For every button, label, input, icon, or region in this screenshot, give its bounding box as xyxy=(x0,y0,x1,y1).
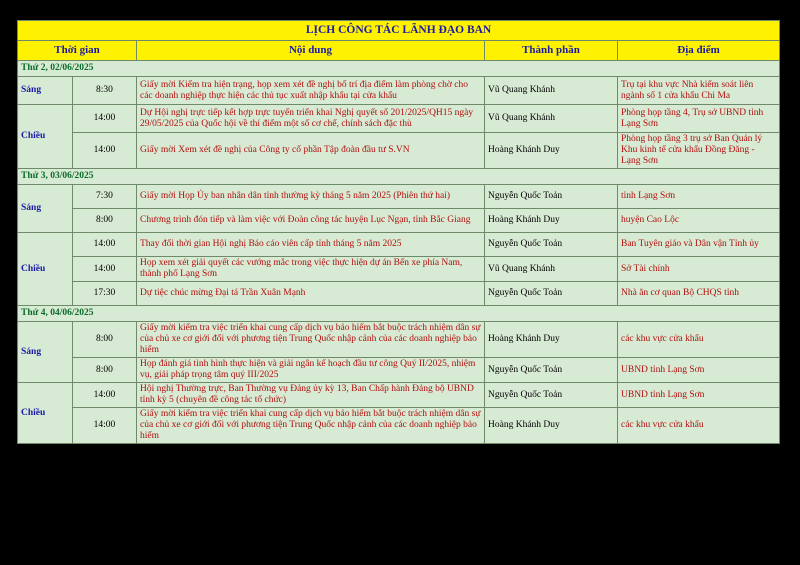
content-cell: Giấy mời Kiểm tra hiện trạng, họp xem xét đề nghị bố trí địa điểm làm phòng chờ cho các doanh nghiệp thực hiện các thủ tục xuất nhập khẩu tại cửa khẩu xyxy=(137,77,485,105)
session-label: Sáng xyxy=(18,322,73,383)
header-time: Thời gian xyxy=(18,41,137,61)
schedule-row xyxy=(18,209,780,233)
location-cell: UBND tỉnh Lạng Sơn xyxy=(618,358,780,383)
participants-cell: Vũ Quang Khánh xyxy=(485,77,618,105)
schedule-row xyxy=(18,322,780,358)
content-cell: Họp xem xét giải quyết các vướng mắc trong việc thực hiện dự án Bến xe phía Nam, thành phố Lạng Sơn xyxy=(137,257,485,282)
participants-cell: Vũ Quang Khánh xyxy=(485,257,618,282)
header-participants: Thành phần xyxy=(485,41,618,61)
schedule-row xyxy=(18,383,780,408)
time-cell: 14:00 xyxy=(73,105,137,133)
time-cell: 8:00 xyxy=(73,358,137,383)
content-cell: Giấy mời kiểm tra việc triển khai cung cấp dịch vụ bảo hiểm bắt buộc trách nhiệm dân sự của chủ xe cơ giới đối với phương tiện Trung Quốc nhập cảnh của các doanh nghiệp bảo hiểm xyxy=(137,322,485,358)
content-cell: Chương trình đón tiếp và làm việc với Đoàn công tác huyện Lục Ngạn, tỉnh Bắc Giang xyxy=(137,209,485,233)
time-cell: 14:00 xyxy=(73,233,137,257)
schedule-row xyxy=(18,282,780,306)
time-cell: 17:30 xyxy=(73,282,137,306)
schedule-row xyxy=(18,185,780,209)
time-cell: 8:30 xyxy=(73,77,137,105)
time-cell: 14:00 xyxy=(73,257,137,282)
location-cell: các khu vực cửa khẩu xyxy=(618,408,780,444)
session-label: Chiều xyxy=(18,383,73,444)
participants-cell: Nguyễn Quốc Toản xyxy=(485,282,618,306)
content-cell: Dự tiệc chúc mừng Đại tá Trần Xuân Mạnh xyxy=(137,282,485,306)
schedule-row xyxy=(18,358,780,383)
participants-cell: Hoàng Khánh Duy xyxy=(485,408,618,444)
participants-cell: Hoàng Khánh Duy xyxy=(485,209,618,233)
session-label: Chiều xyxy=(18,105,73,169)
schedule-title: LỊCH CÔNG TÁC LÃNH ĐẠO BAN xyxy=(18,21,780,41)
content-cell: Giấy mời kiểm tra việc triển khai cung cấp dịch vụ bảo hiểm bắt buộc trách nhiệm dân sự của chủ xe cơ giới đối với phương tiện Trung Quốc nhập cảnh của các doanh nghiệp bảo hiểm xyxy=(137,408,485,444)
schedule-row xyxy=(18,77,780,105)
time-cell: 7:30 xyxy=(73,185,137,209)
time-cell: 8:00 xyxy=(73,209,137,233)
location-cell: Phòng họp tầng 3 trụ sở Ban Quản lý Khu kinh tế cửa khẩu Đồng Đăng - Lạng Sơn xyxy=(618,133,780,169)
participants-cell: Nguyễn Quốc Toản xyxy=(485,233,618,257)
day-row xyxy=(18,61,780,77)
location-cell: các khu vực cửa khẩu xyxy=(618,322,780,358)
time-cell: 14:00 xyxy=(73,133,137,169)
content-cell: Giấy mời Họp Ủy ban nhân dân tỉnh thường kỳ tháng 5 năm 2025 (Phiên thứ hai) xyxy=(137,185,485,209)
header-content: Nội dung xyxy=(137,41,485,61)
day-label: Thứ 3, 03/06/2025 xyxy=(18,169,780,185)
session-label: Chiều xyxy=(18,233,73,306)
participants-cell: Hoàng Khánh Duy xyxy=(485,322,618,358)
location-cell: tỉnh Lạng Sơn xyxy=(618,185,780,209)
schedule-row xyxy=(18,233,780,257)
time-cell: 14:00 xyxy=(73,383,137,408)
content-cell: Hội nghị Thường trực, Ban Thường vụ Đảng ủy kỳ 13, Ban Chấp hành Đảng bộ UBND tỉnh kỳ 5 (chuyên đề công tác tổ chức) xyxy=(137,383,485,408)
participants-cell: Nguyễn Quốc Toản xyxy=(485,383,618,408)
session-label: Sáng xyxy=(18,77,73,105)
location-cell: Nhà ăn cơ quan Bộ CHQS tỉnh xyxy=(618,282,780,306)
time-cell: 8:00 xyxy=(73,322,137,358)
schedule-row xyxy=(18,257,780,282)
day-label: Thứ 2, 02/06/2025 xyxy=(18,61,780,77)
schedule-sheet xyxy=(17,20,779,444)
content-cell: Họp đánh giá tình hình thực hiện và giải ngân kế hoạch đầu tư công Quý II/2025, nhiệm vụ, giải pháp trọng tâm quý III/2025 xyxy=(137,358,485,383)
header-location: Địa điểm xyxy=(618,41,780,61)
location-cell: Phòng họp tầng 4, Trụ sở UBND tỉnh Lạng Sơn xyxy=(618,105,780,133)
participants-cell: Hoàng Khánh Duy xyxy=(485,133,618,169)
location-cell: Sở Tài chính xyxy=(618,257,780,282)
day-row xyxy=(18,306,780,322)
time-cell: 14:00 xyxy=(73,408,137,444)
schedule-row xyxy=(18,105,780,133)
location-cell: Ban Tuyên giáo và Dân vận Tỉnh ủy xyxy=(618,233,780,257)
day-label: Thứ 4, 04/06/2025 xyxy=(18,306,780,322)
session-label: Sáng xyxy=(18,185,73,233)
participants-cell: Nguyễn Quốc Toản xyxy=(485,185,618,209)
location-cell: huyện Cao Lộc xyxy=(618,209,780,233)
schedule-row xyxy=(18,133,780,169)
schedule-table xyxy=(17,20,780,444)
day-row xyxy=(18,169,780,185)
participants-cell: Vũ Quang Khánh xyxy=(485,105,618,133)
content-cell: Thay đổi thời gian Hội nghị Báo cáo viên cấp tỉnh tháng 5 năm 2025 xyxy=(137,233,485,257)
content-cell: Giấy mời Xem xét đề nghị của Công ty cổ phần Tập đoàn đầu tư S.VN xyxy=(137,133,485,169)
location-cell: Trụ tại khu vực Nhà kiểm soát liên ngành số 1 cửa khẩu Chi Ma xyxy=(618,77,780,105)
schedule-row xyxy=(18,408,780,444)
location-cell: UBND tỉnh Lạng Sơn xyxy=(618,383,780,408)
participants-cell: Nguyễn Quốc Toản xyxy=(485,358,618,383)
content-cell: Dự Hội nghị trực tiếp kết hợp trực tuyến triển khai Nghị quyết số 201/2025/QH15 ngày 29/05/2025 của Quốc hội về thí điểm một số cơ chế, chính sách đặc thù xyxy=(137,105,485,133)
